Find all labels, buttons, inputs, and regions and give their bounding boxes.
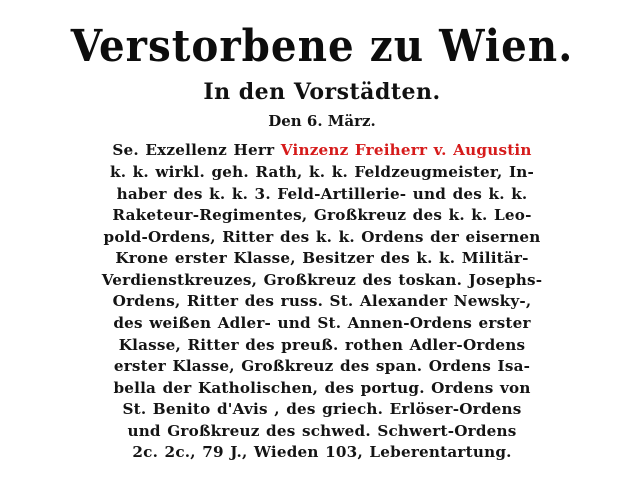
entry-line: Raketeur-Regimentes, Großkreuz des k. k. Leo-: [112, 206, 532, 225]
section-subtitle: In den Vorstädten.: [203, 79, 441, 106]
entry-line: Klasse, Ritter des preuß. rothen Adler-Ordens: [118, 335, 526, 354]
entry-line: Verdienstkreuzes, Großkreuz des toskan. Josephs-: [101, 270, 543, 289]
page-title: Verstorbene zu Wien.: [70, 21, 574, 72]
entry-lead-text: Se. Exzellenz Herr: [112, 141, 281, 160]
entry-line: des weißen Adler- und St. Annen-Ordens erster: [113, 314, 531, 332]
deceased-name: Vinzenz Freiherr v. Augustin: [280, 141, 532, 160]
entry-line: haber des k. k. 3. Feld-Artillerie- und des k. k.: [116, 184, 528, 203]
entry-line: St. Benito d'Avis , des griech. Erlöser-Ordens: [122, 400, 522, 419]
dateline: Den 6. März.: [268, 112, 376, 131]
entry-line: bella der Katholischen, des portug. Ordens von: [113, 378, 531, 397]
entry-line: k. k. wirkl. geh. Rath, k. k. Feldzeugmeister, In-: [109, 162, 535, 181]
entry-line: erster Klasse, Großkreuz des span. Ordens Isa-: [113, 357, 531, 376]
obituary-entry: [30, 140, 614, 464]
entry-line: und Großkreuz des schwed. Schwert-Ordens: [127, 421, 517, 440]
entry-line: Ordens, Ritter des russ. St. Alexander Newsky-,: [112, 292, 532, 311]
entry-line: 2c. 2c., 79 J., Wieden 103, Leberentartung.: [132, 443, 512, 462]
entry-line: Krone erster Klasse, Besitzer des k. k. Militär-: [115, 249, 529, 268]
entry-first-line: [82, 140, 562, 162]
entry-line: pold-Ordens, Ritter des k. k. Ordens der eisernen: [103, 227, 541, 246]
